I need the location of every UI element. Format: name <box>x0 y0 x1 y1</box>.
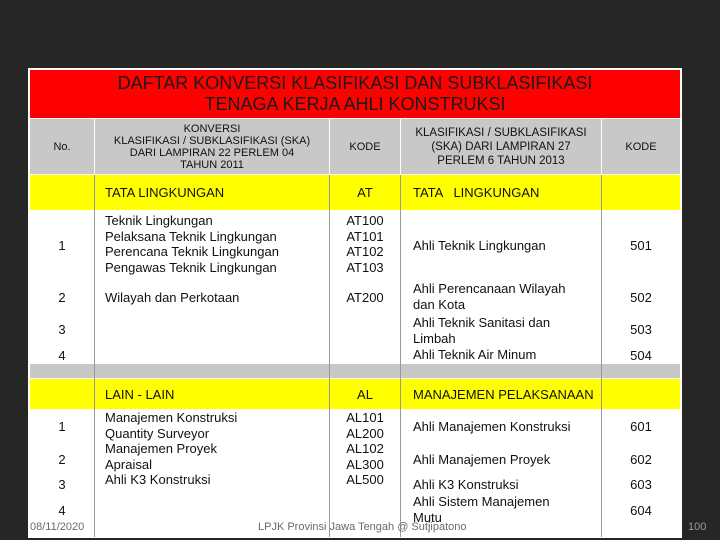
list-item: Pengawas Teknik Lingkungan <box>105 259 277 275</box>
row-no: 1 <box>58 419 66 434</box>
footer-date: 08/11/2020 <box>30 521 85 533</box>
row-no: 2 <box>58 290 66 305</box>
section1-new-item-3 <box>413 315 550 346</box>
footer-page-number: 100 <box>688 521 707 533</box>
page-title <box>30 70 680 118</box>
column-divider <box>94 175 95 537</box>
section1-new-code-2: 502 <box>630 290 652 305</box>
section1-new-label: TATA LINGKUNGAN <box>413 185 540 200</box>
column-divider <box>329 175 330 537</box>
code-item: AL101 <box>346 410 384 425</box>
section1-new-item-1: Ahli Teknik Lingkungan <box>413 238 546 253</box>
header-no <box>30 119 94 174</box>
header-kode-old <box>330 119 400 174</box>
separator-row <box>30 364 680 378</box>
header-no-label: No. <box>53 140 71 153</box>
section1-new-code-1: 501 <box>630 238 652 253</box>
header-klas-new-3: PERLEM 6 TAHUN 2013 <box>437 154 565 167</box>
header-kode-new-label: KODE <box>625 140 657 153</box>
list-item: Teknik Lingkungan <box>105 213 213 228</box>
section1-new-item-2 <box>413 281 565 312</box>
row-no: 4 <box>58 348 66 363</box>
text-line: Ahli Teknik Sanitasi dan <box>413 315 551 330</box>
header-kode-old-label: KODE <box>349 140 381 153</box>
text-line: Ahli Perencanaan Wilayah <box>413 281 566 296</box>
code-item: AL300 <box>346 456 384 472</box>
code-item: AL500 <box>346 472 384 487</box>
list-item: Ahli K3 Konstruksi <box>105 472 211 487</box>
header-klas-old-1: KONVERSI <box>183 122 241 135</box>
title-line-1: DAFTAR KONVERSI KLASIFIKASI DAN SUBKLASIFIKASI <box>117 73 593 93</box>
section2-old-label: LAIN - LAIN <box>105 387 175 402</box>
row-no: 4 <box>58 503 66 518</box>
text-line: Ahli Sistem Manajemen <box>413 494 550 509</box>
header-klas-old <box>95 119 329 174</box>
header-klas-new-1: KLASIFIKASI / SUBKLASIFIKASI <box>415 126 587 139</box>
section1-old-label: TATA LINGKUNGAN <box>105 185 225 200</box>
section2-new-item-1: Ahli Manajemen Konstruksi <box>413 419 571 434</box>
header-klas-old-2: KLASIFIKASI / SUBKLASIFIKASI (SKA) <box>113 134 311 147</box>
header-klas-new-2: (SKA) DARI LAMPIRAN 27 <box>431 140 571 153</box>
section2-new-item-2: Ahli Manajemen Proyek <box>413 452 551 467</box>
text-line: dan Kota <box>413 296 466 312</box>
code-item: AL200 <box>346 425 384 441</box>
column-divider <box>601 175 602 537</box>
row-no: 3 <box>58 322 66 337</box>
text-line: Mutu <box>413 509 442 525</box>
section2-new-code-1: 601 <box>630 419 652 434</box>
header-klas-old-3: DARI LAMPIRAN 22 PERLEM 04 <box>129 146 295 159</box>
list-item: Perencana Teknik Lingkungan <box>105 244 279 259</box>
section2-old-codes <box>330 410 400 488</box>
section1-new-code-3: 503 <box>630 322 652 337</box>
footer-center: LPJK Provinsi Jawa Tengah @ Sutjipatono <box>258 521 467 533</box>
section1-new-code-4: 504 <box>630 348 652 363</box>
row-no: 2 <box>58 452 66 467</box>
list-item: Manajemen Konstruksi <box>105 410 238 425</box>
column-divider <box>400 175 401 537</box>
text-line: Limbah <box>413 330 456 346</box>
code-item: AT101 <box>346 228 384 244</box>
section2-new-label: MANAJEMEN PELAKSANAAN <box>413 387 594 402</box>
header-kode-new <box>602 119 680 174</box>
list-item: Quantity Surveyor <box>105 425 210 441</box>
section2-new-code-2: 602 <box>630 452 652 467</box>
row-no: 3 <box>58 477 66 492</box>
section1-old-code-2: AT200 <box>346 290 384 305</box>
list-item: Apraisal <box>105 456 152 472</box>
row-no: 1 <box>58 238 66 253</box>
section1-old-items <box>105 213 279 275</box>
code-item: AT103 <box>346 259 384 275</box>
list-item: Manajemen Proyek <box>105 441 217 456</box>
section2-new-item-3: Ahli K3 Konstruksi <box>413 477 519 492</box>
section2-new-code-3: 603 <box>630 477 652 492</box>
title-line-2: TENAGA KERJA AHLI KONSTRUKSI <box>204 94 506 114</box>
code-item: AT102 <box>346 244 384 259</box>
section2-old-code: AL <box>357 387 373 402</box>
section2-new-code-4: 604 <box>630 503 652 518</box>
section1-old-codes <box>330 213 400 275</box>
section2-old-items <box>105 410 237 488</box>
section1-new-item-4: Ahli Teknik Air Minum <box>413 347 537 362</box>
header-klas-old-4: TAHUN 2011 <box>180 158 244 171</box>
section1-old-item-2: Wilayah dan Perkotaan <box>105 290 240 305</box>
list-item: Pelaksana Teknik Lingkungan <box>105 228 277 244</box>
code-item: AL102 <box>346 441 384 456</box>
header-klas-new <box>401 119 601 174</box>
section1-old-code: AT <box>357 185 373 200</box>
code-item: AT100 <box>346 213 384 228</box>
